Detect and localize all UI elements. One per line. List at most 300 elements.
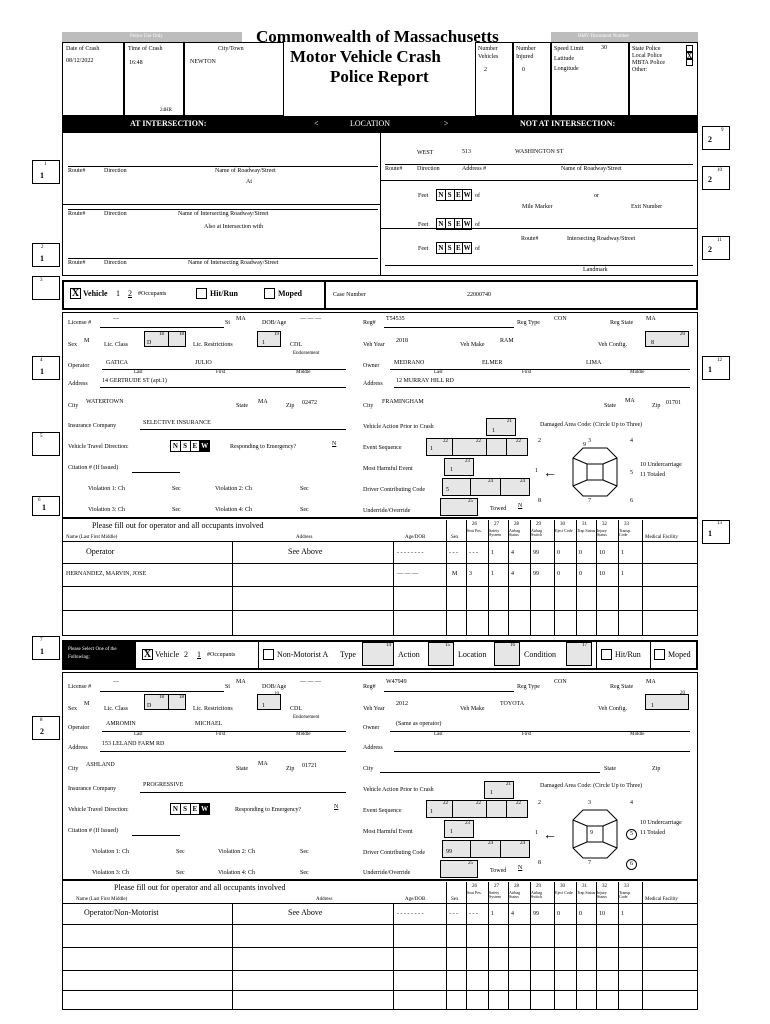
v2-totaled: 11 Totaled bbox=[640, 830, 666, 836]
name-roadway-label: Name of Roadway/Street bbox=[215, 168, 276, 174]
v1-middle-label: Middle bbox=[296, 370, 311, 375]
feet-label-3: Feet bbox=[418, 246, 429, 252]
r-address-value[interactable]: 513 bbox=[462, 149, 471, 155]
v2-insurance-value[interactable]: PROGRESSIVE bbox=[143, 782, 184, 788]
side-num-6: 1 bbox=[42, 503, 46, 512]
v2-responding-value[interactable]: N bbox=[334, 804, 339, 810]
speed-limit-value[interactable]: 30 bbox=[601, 45, 607, 51]
v2-sex-value[interactable]: M bbox=[84, 701, 90, 707]
occ2-col-num-7: 32 bbox=[602, 884, 607, 889]
occ1-row2-val-3[interactable]: 4 bbox=[511, 571, 514, 577]
v2-zip-value[interactable]: 01721 bbox=[302, 763, 317, 769]
v2-address-value[interactable]: 153 LELAND FARM RD bbox=[102, 741, 165, 747]
side-num-13: 1 bbox=[708, 529, 712, 538]
v2-driver-contrib-box[interactable] bbox=[442, 840, 530, 858]
occ2-row1-val-6[interactable]: 0 bbox=[579, 911, 582, 917]
occ2-col-num-2: 27 bbox=[494, 884, 499, 889]
side-num-11: 2 bbox=[708, 245, 712, 254]
v1-event-seq-value[interactable]: 1 bbox=[430, 446, 433, 452]
v1-veh-config-value[interactable]: 8 bbox=[651, 340, 654, 346]
occ1-row2-val-6[interactable]: 0 bbox=[579, 571, 582, 577]
occ1-row1-agedob[interactable]: - - - - - - - - bbox=[397, 550, 424, 556]
state-police-checkbox[interactable] bbox=[686, 45, 693, 52]
date-value[interactable]: 08/12/2022 bbox=[66, 58, 94, 64]
v2-damage-8: 8 bbox=[538, 860, 541, 866]
v2-underride-label: Underride/Override bbox=[363, 870, 411, 876]
occ1-col-label-5: Eject Code bbox=[555, 528, 573, 533]
side-num-9: 2 bbox=[708, 135, 712, 144]
v1-zip-label: Zip bbox=[286, 403, 295, 409]
occ2-row1-val-1[interactable]: - - - bbox=[469, 911, 478, 917]
occ1-row1-val-7[interactable]: 10 bbox=[599, 550, 605, 556]
side-sup-4: 4 bbox=[40, 358, 43, 363]
v1-f18a: 18 bbox=[159, 332, 164, 337]
occ1-row2-val-4[interactable]: 99 bbox=[533, 571, 539, 577]
occ2-row1-val-4[interactable]: 99 bbox=[533, 911, 539, 917]
loc-right-arrow: > bbox=[444, 119, 449, 128]
num-vehicles-value[interactable]: 2 bbox=[484, 67, 487, 73]
occ1-row1-val-3[interactable]: 4 bbox=[511, 550, 514, 556]
v1-responding-value[interactable]: N bbox=[332, 441, 337, 447]
v2-towed-value[interactable]: N bbox=[518, 865, 523, 871]
v2-operator-last[interactable]: AMROMIN bbox=[106, 721, 136, 727]
v1-license-value[interactable]: — bbox=[113, 316, 119, 322]
v1-first-label: First bbox=[216, 370, 226, 375]
v2-event-seq-value[interactable]: 1 bbox=[430, 809, 433, 815]
v2-first-label: First bbox=[216, 732, 226, 737]
v1-veh-year-label: Veh Year bbox=[363, 342, 385, 348]
v2-towed-label: Towed bbox=[490, 868, 507, 874]
vehicle1-checkbox[interactable]: X bbox=[71, 288, 80, 299]
side-sup-5: 5 bbox=[40, 434, 43, 439]
occ1-col-label-3: Airbag Status bbox=[509, 528, 521, 537]
speed-limit-label: Speed Limit bbox=[554, 46, 584, 52]
v1-owner-city-value[interactable]: FRAMINGHAM bbox=[382, 399, 424, 405]
side-num-2: 1 bbox=[40, 254, 44, 263]
vehicle2-checkbox[interactable]: X bbox=[143, 649, 152, 660]
side-box-9 bbox=[702, 126, 730, 150]
v2-st-value[interactable]: MA bbox=[236, 679, 246, 685]
case-number-value[interactable]: 22000740 bbox=[467, 292, 491, 298]
v1-damage-8: 8 bbox=[538, 498, 541, 504]
v2-license-value[interactable]: — bbox=[113, 679, 119, 685]
v1-damage-5: 5 bbox=[630, 470, 633, 476]
side-sup-11: 11 bbox=[717, 238, 722, 243]
v2-reg-type-value[interactable]: CON bbox=[554, 679, 567, 685]
occ1-row2-val-5[interactable]: 0 bbox=[557, 571, 560, 577]
occ1-row1-val-4[interactable]: 99 bbox=[533, 550, 539, 556]
route-label-2: Route# bbox=[68, 211, 86, 217]
v2-travel-direction[interactable]: N S E W bbox=[170, 803, 210, 815]
r-street-value[interactable]: WASHINGTON ST bbox=[515, 149, 564, 155]
r-direction-label: Direction bbox=[417, 166, 440, 172]
v1-reg-state-value[interactable]: MA bbox=[646, 316, 656, 322]
r-address-label: Address # bbox=[462, 166, 487, 172]
occ1-row1-sex[interactable]: - - - bbox=[449, 550, 458, 556]
direction-label-2: Direction bbox=[104, 211, 127, 217]
date-box bbox=[62, 42, 124, 116]
occ1-row1-val-5[interactable]: 0 bbox=[557, 550, 560, 556]
v2-f14: 14 bbox=[386, 643, 391, 648]
occ1-col-num-6: 31 bbox=[582, 522, 587, 527]
name-intersecting-label: Name of Intersecting Roadway/Street bbox=[178, 211, 269, 217]
occ1-col-num-5: 30 bbox=[560, 522, 565, 527]
v1-owner-zip-value[interactable]: 01701 bbox=[666, 400, 681, 406]
local-police-checkbox[interactable]: X bbox=[687, 52, 693, 60]
side-num-12: 1 bbox=[708, 365, 712, 374]
v2-driver-contrib-label: Driver Contributing Code bbox=[363, 850, 425, 856]
v1-damaged-label: Damaged Area Code: (Circle Up to Three) bbox=[540, 422, 643, 428]
v2-moped-checkbox[interactable] bbox=[654, 649, 665, 660]
v1-operator-label: Operator bbox=[68, 363, 90, 369]
occ1-row2-name[interactable]: HERNANDEZ, MARVIN, JOSE bbox=[66, 571, 147, 577]
v2-veh-make-value[interactable]: TOYOTA bbox=[500, 701, 525, 707]
v1-state-label: State bbox=[236, 403, 248, 409]
v2-veh-year-value[interactable]: 2012 bbox=[396, 701, 408, 707]
non-motorist-checkbox[interactable] bbox=[263, 649, 274, 660]
v2-reg-state-label: Reg State bbox=[610, 684, 634, 690]
v2-f17: 17 bbox=[582, 643, 587, 648]
v1-sec3: Sec bbox=[172, 507, 181, 513]
v2-f23: 23 bbox=[465, 821, 470, 826]
v1-owner-middle[interactable]: LIMA bbox=[586, 360, 602, 366]
v1-undercarriage: 10 Undercarriage bbox=[640, 462, 682, 468]
v1-f25: 25 bbox=[468, 499, 473, 504]
direction-selector-2[interactable]: N S E W bbox=[436, 218, 472, 230]
of-label-2: of bbox=[475, 222, 480, 228]
v1-state-value[interactable]: MA bbox=[258, 399, 268, 405]
occ2-row1-agedob[interactable]: - - - - - - - - bbox=[397, 911, 424, 917]
occ1-instruction: Please fill out for operator and all occupants involved bbox=[92, 521, 264, 530]
occ1-col-label-1: Seat Pos. bbox=[467, 528, 482, 533]
occ2-col-num-5: 30 bbox=[560, 884, 565, 889]
v2-action-value[interactable]: 1 bbox=[490, 790, 493, 796]
v2-state-value[interactable]: MA bbox=[258, 761, 268, 767]
occ1-row2-val-1[interactable]: 3 bbox=[469, 571, 472, 577]
mbta-police-label: MBTA Police bbox=[632, 60, 666, 66]
v2-direction-arrow-icon: ← bbox=[543, 828, 557, 843]
v2-f22b: 22 bbox=[476, 801, 481, 806]
v2-owner-address-label: Address bbox=[363, 745, 383, 751]
occ1-agedob-col: Age/DOB bbox=[405, 535, 426, 540]
v2-f20: 20 bbox=[680, 691, 685, 696]
v1-veh-make-value[interactable]: RAM bbox=[500, 338, 514, 344]
city-value[interactable]: NEWTON bbox=[190, 59, 216, 65]
v2-owner-value[interactable]: (Same as operator) bbox=[396, 721, 442, 727]
v1-f23: 23 bbox=[465, 459, 470, 464]
occ2-instruction: Please fill out for operator and all occupants involved bbox=[114, 883, 286, 892]
occ1-row2-val-7[interactable]: 10 bbox=[599, 571, 605, 577]
v2-lic-class-value[interactable]: D bbox=[147, 703, 152, 709]
occ1-row2-agedob[interactable]: — — — bbox=[397, 571, 418, 577]
num-injured-value[interactable]: 0 bbox=[522, 67, 525, 73]
v2-hitrun-checkbox[interactable] bbox=[601, 649, 612, 660]
occ1-row1-val-6[interactable]: 0 bbox=[579, 550, 582, 556]
side-sup-2: 2 bbox=[41, 245, 44, 250]
v1-action-label: Vehicle Action Prior to Crash bbox=[363, 424, 434, 430]
v2-hitrun-label: Hit/Run bbox=[615, 650, 641, 659]
v2-sec1: Sec bbox=[176, 849, 185, 855]
v1-lic-class-label: Lic. Class bbox=[104, 342, 128, 348]
occ1-row1-val-1[interactable]: - - - bbox=[469, 550, 478, 556]
occ1-name-col: Name (Last First Middle) bbox=[66, 535, 118, 540]
v2-damage-1: 1 bbox=[535, 830, 538, 836]
v1-lic-class-value[interactable]: D bbox=[147, 340, 152, 346]
v2-operator-label: Operator bbox=[68, 725, 90, 731]
v2-event-seq-label: Event Sequence bbox=[363, 808, 402, 814]
occ2-col-label-1: Seat Pos. bbox=[467, 890, 482, 895]
v2-action-box2[interactable] bbox=[428, 642, 454, 666]
v2-vehicle-outline-icon bbox=[565, 808, 625, 860]
occ2-sex-col: Sex bbox=[451, 897, 459, 902]
time-format: 24HR bbox=[160, 108, 172, 113]
occ1-row2-sex[interactable]: M bbox=[452, 571, 458, 577]
vehicle2-occupants-value[interactable]: 1 bbox=[197, 650, 201, 659]
v1-driver-contrib-value[interactable]: 5 bbox=[446, 487, 449, 493]
v1-address-value[interactable]: 14 GERTRUDE ST (apt.1) bbox=[102, 378, 167, 384]
v1-violation4: Violation 4: Ch bbox=[215, 507, 252, 513]
v1-dob-value[interactable]: — — — bbox=[300, 316, 321, 322]
occ1-row1-address[interactable]: See Above bbox=[288, 547, 323, 556]
v2-most-harmful-value[interactable]: 1 bbox=[450, 829, 453, 835]
v1-owner-address-value[interactable]: 12 MURRAY HILL RD bbox=[396, 378, 454, 384]
side-sup-10: 10 bbox=[717, 168, 722, 173]
police-use-only: Police Use Only bbox=[130, 34, 163, 39]
feet-label-2: Feet bbox=[418, 222, 429, 228]
vehicle1-label: Vehicle bbox=[83, 289, 108, 298]
side-num-7: 1 bbox=[40, 647, 44, 656]
v1-action-value[interactable]: 1 bbox=[492, 428, 495, 434]
v1-owner-state-value[interactable]: MA bbox=[625, 398, 635, 404]
v1-damage-9: 9 bbox=[583, 442, 586, 448]
v1-operator-last[interactable]: GATICA bbox=[106, 360, 128, 366]
side-sup-9: 9 bbox=[721, 128, 724, 133]
occ2-row1-val-7[interactable]: 10 bbox=[599, 911, 605, 917]
time-value[interactable]: 16:48 bbox=[129, 60, 143, 66]
case-number-label: Case Number bbox=[333, 292, 366, 298]
v1-travel-direction[interactable]: N S E W bbox=[170, 440, 210, 452]
v1-restrictions-value[interactable]: 1 bbox=[262, 340, 265, 346]
v1-moped-checkbox[interactable] bbox=[264, 288, 275, 299]
date-label: Date of Crash bbox=[66, 46, 100, 52]
occ1-col-label-8: Transp. Code bbox=[619, 528, 631, 537]
v1-violation2: Violation 2: Ch bbox=[215, 486, 252, 492]
v1-event-seq-label: Event Sequence bbox=[363, 445, 402, 451]
direction-label-1: Direction bbox=[104, 168, 127, 174]
v1-city-label: City bbox=[68, 403, 79, 409]
occ2-col-label-2: Safety System bbox=[489, 890, 501, 899]
side-box-4 bbox=[32, 356, 60, 380]
occ2-col-label-4: Airbag Switch bbox=[531, 890, 543, 899]
other-label: Other: bbox=[632, 67, 648, 73]
v1-st-label: St bbox=[225, 320, 231, 326]
v1-veh-make-label: Veh Make bbox=[460, 342, 485, 348]
v1-owner-last[interactable]: MEDRANO bbox=[394, 360, 425, 366]
v1-f18b: 18 bbox=[179, 332, 184, 337]
v2-st-label: St bbox=[225, 684, 231, 690]
v2-reg-state-value[interactable]: MA bbox=[646, 679, 656, 685]
mbta-police-checkbox[interactable] bbox=[686, 59, 693, 66]
v2-action-label2: Action bbox=[398, 650, 420, 659]
v1-responding-label: Responding to Emergency? bbox=[230, 444, 297, 450]
occ2-row1-val-2[interactable]: 1 bbox=[491, 911, 494, 917]
direction-selector-1[interactable]: N S E W bbox=[436, 189, 472, 201]
side-box-11 bbox=[702, 236, 730, 260]
side-box-2 bbox=[32, 243, 60, 267]
v2-location-box[interactable] bbox=[494, 642, 520, 666]
v2-dob-label: DOB/Age bbox=[262, 684, 287, 690]
v1-driver-contrib-box[interactable] bbox=[442, 478, 530, 496]
v2-owner-last-label: Last bbox=[434, 732, 443, 737]
v1-city-value[interactable]: WATERTOWN bbox=[86, 399, 124, 405]
route-label-3: Route# bbox=[68, 260, 86, 266]
occ1-col-num-2: 27 bbox=[494, 522, 499, 527]
v1-underride-label: Underride/Override bbox=[363, 508, 411, 514]
occ2-col-num-4: 29 bbox=[536, 884, 541, 889]
v2-owner-state-label: State bbox=[604, 766, 616, 772]
v2-f22c: 22 bbox=[516, 801, 521, 806]
occ2-col-num-3: 28 bbox=[514, 884, 519, 889]
v1-violation3: Violation 3: Ch bbox=[88, 507, 125, 513]
v2-zip-label: Zip bbox=[286, 766, 295, 772]
v1-operator-first[interactable]: JULIO bbox=[195, 360, 212, 366]
occ2-row1-val-3[interactable]: 4 bbox=[511, 911, 514, 917]
v2-f22a: 22 bbox=[443, 801, 448, 806]
occ1-col-num-7: 32 bbox=[602, 522, 607, 527]
side-sup-12: 12 bbox=[717, 358, 722, 363]
landmark-label: Landmark bbox=[583, 267, 608, 273]
v2-responding-label: Responding to Emergency? bbox=[235, 807, 302, 813]
v1-reg-type-value[interactable]: CON bbox=[554, 316, 567, 322]
v1-st-value[interactable]: MA bbox=[236, 316, 246, 322]
v1-owner-label: Owner bbox=[363, 363, 380, 369]
v1-sec2: Sec bbox=[300, 486, 309, 492]
v2-travel-dir-label: Vehicle Travel Direction: bbox=[68, 807, 129, 813]
v2-reg-value[interactable]: W47949 bbox=[386, 679, 407, 685]
v2-driver-contrib-value[interactable]: 99 bbox=[446, 849, 452, 855]
v1-veh-year-value[interactable]: 2018 bbox=[396, 338, 408, 344]
occ1-row2-val-2[interactable]: 1 bbox=[491, 571, 494, 577]
occ2-col-num-1: 26 bbox=[472, 884, 477, 889]
v1-endorsement: Endorsement bbox=[293, 351, 320, 356]
occ2-row1-val-5[interactable]: 0 bbox=[557, 911, 560, 917]
occ1-row1-name[interactable]: Operator bbox=[86, 547, 115, 556]
v1-lic-restrictions-label: Lic. Restrictions bbox=[193, 342, 233, 348]
v1-travel-dir-label: Vehicle Travel Direction: bbox=[68, 444, 129, 450]
occ1-col-num-8: 33 bbox=[624, 522, 629, 527]
v1-damage-diagram bbox=[565, 446, 625, 498]
occ1-row2-val-8[interactable]: 1 bbox=[621, 571, 624, 577]
occ1-row1-val-8[interactable]: 1 bbox=[621, 550, 624, 556]
r-route-label: Route# bbox=[385, 166, 403, 172]
v1-sec4: Sec bbox=[300, 507, 309, 513]
v1-owner-first[interactable]: ELMER bbox=[482, 360, 503, 366]
v2-owner-middle-label: Middle bbox=[630, 732, 645, 737]
v2-citation-label: Citation # (If Issued) bbox=[68, 828, 119, 834]
v2-cdl-label: CDL bbox=[290, 706, 302, 712]
occ2-col-num-6: 31 bbox=[582, 884, 587, 889]
v2-restrictions-value[interactable]: 1 bbox=[262, 703, 265, 709]
v1-last-label: Last bbox=[134, 370, 143, 375]
occ2-name-col: Name (Last First Middle) bbox=[76, 897, 128, 902]
v1-damage-1: 1 bbox=[535, 468, 538, 474]
v1-owner-city-label: City bbox=[363, 403, 374, 409]
v2-owner-first-label: First bbox=[522, 732, 532, 737]
v2-lic-class-label: Lic. Class bbox=[104, 706, 128, 712]
vehicle1-occupants-value[interactable]: 2 bbox=[128, 289, 132, 298]
v2-lic-restrictions-label: Lic. Restrictions bbox=[193, 706, 233, 712]
exit-number-label: Exit Number bbox=[631, 204, 663, 210]
occ2-agedob-col: Age/DOB bbox=[405, 897, 426, 902]
v1-sex-label: Sex bbox=[68, 342, 77, 348]
city-label: City/Town bbox=[218, 46, 244, 52]
side-sup-3: 3 bbox=[40, 278, 43, 283]
title-report: Police Report bbox=[330, 67, 429, 86]
v1-insurance-value[interactable]: SELECTIVE INSURANCE bbox=[143, 420, 211, 426]
v1-f20: 20 bbox=[680, 332, 685, 337]
occ2-row1-name[interactable]: Operator/Non-Motorist bbox=[84, 908, 159, 917]
v2-sec2: Sec bbox=[300, 849, 309, 855]
v1-sex-value[interactable]: M bbox=[84, 338, 90, 344]
v2-damage-9: 9 bbox=[590, 830, 593, 836]
v2-location-label: Location bbox=[458, 650, 487, 659]
v1-insurance-label: Insurance Company bbox=[68, 423, 117, 429]
v1-f24b: 24 bbox=[520, 479, 525, 484]
v1-address-label: Address bbox=[68, 381, 88, 387]
v2-city-value[interactable]: ASHLAND bbox=[86, 762, 115, 768]
v1-violation1: Violation 1: Ch bbox=[88, 486, 125, 492]
v2-owner-zip-label: Zip bbox=[652, 766, 661, 772]
v1-direction-arrow-icon: ← bbox=[543, 466, 557, 481]
occ2-row1-address[interactable]: See Above bbox=[288, 908, 323, 917]
direction-selector-3[interactable]: N S E W bbox=[436, 242, 472, 254]
v2-city-label: City bbox=[68, 766, 79, 772]
or-label: or bbox=[594, 193, 599, 199]
v2-f24a: 24 bbox=[488, 841, 493, 846]
v2-dob-value[interactable]: — — — bbox=[300, 679, 321, 685]
v2-condition-box[interactable] bbox=[566, 642, 592, 666]
v2-address-label: Address bbox=[68, 745, 88, 751]
v2-f15: 15 bbox=[445, 643, 450, 648]
v2-veh-config-value[interactable]: 1 bbox=[651, 703, 654, 709]
v1-most-harmful-value[interactable]: 1 bbox=[450, 467, 453, 473]
at-label: At bbox=[246, 179, 252, 185]
v2-f21: 21 bbox=[506, 782, 511, 787]
v2-action-label: Vehicle Action Prior to Crash bbox=[363, 787, 434, 793]
v1-reg-value[interactable]: T54535 bbox=[386, 316, 405, 322]
r-direction-value[interactable]: WEST bbox=[417, 150, 434, 156]
v1-sec1: Sec bbox=[172, 486, 181, 492]
side-box-13 bbox=[702, 520, 730, 544]
occ2-row1-val-8[interactable]: 1 bbox=[621, 911, 624, 917]
occ1-row1-val-2[interactable]: 1 bbox=[491, 550, 494, 556]
v1-hitrun-checkbox[interactable] bbox=[196, 288, 207, 299]
occ2-col-label-3: Airbag Status bbox=[509, 890, 521, 899]
v1-towed-value[interactable]: N bbox=[518, 503, 523, 509]
occ1-col-label-7: Injury Status bbox=[597, 528, 607, 537]
v2-f25: 25 bbox=[468, 861, 473, 866]
v1-zip-value[interactable]: 02472 bbox=[302, 400, 317, 406]
v2-damage-2: 2 bbox=[538, 800, 541, 806]
side-sup-8: 8 bbox=[40, 718, 43, 723]
v2-license-label: License # bbox=[68, 684, 92, 690]
occ2-row1-sex[interactable]: - - - bbox=[449, 911, 458, 917]
v2-operator-first[interactable]: MICHAEL bbox=[195, 721, 223, 727]
occ1-col-num-3: 28 bbox=[514, 522, 519, 527]
v2-condition-label: Condition bbox=[524, 650, 557, 659]
side-box-8 bbox=[32, 716, 60, 740]
v1-driver-contrib-label: Driver Contributing Code bbox=[363, 487, 425, 493]
